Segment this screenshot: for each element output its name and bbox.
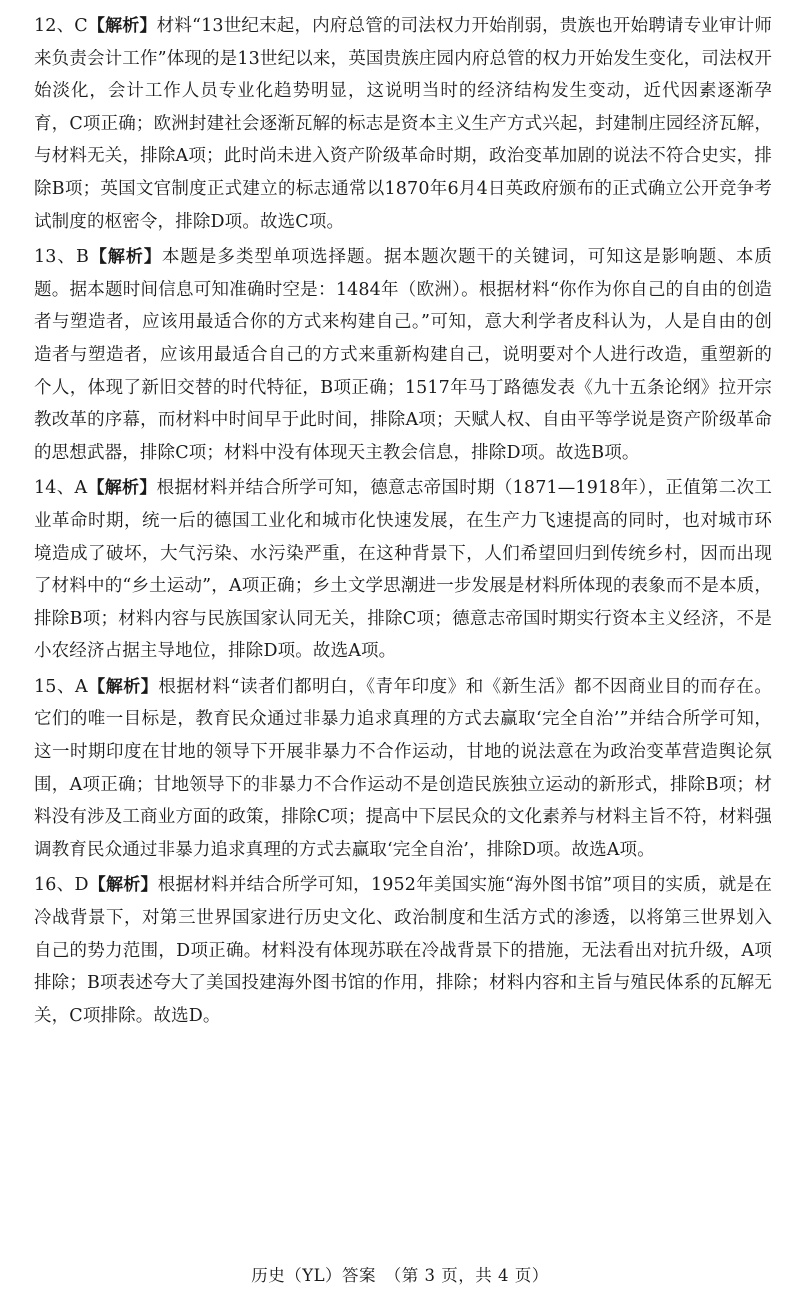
answer-text: 材料“13世纪末起，内府总管的司法权力开始削弱，贵族也开始聘请专业审计师来负责会计工作”体现的是13世纪以来，英国贵族庄园内府总管的权力开始发生变化，司法权开始淡化，会计工作人员专业化趋势明显，这说明当时的经济结构发生变动，近代因素逐渐孕育，C项正确；欧洲封建社会逐渐瓦解的标志是资本主义生产方式兴起，封建制庄园经济瓦解，与材料无关，排除A项；此时尚未进入资产阶级革命时期，政治变革加剧的说法不符合史实，排除B项；英国文官制度正式建立的标志通常以1870年6月4日英政府颁布的正式确立公开竞争考试制度的枢密令，排除D项。故选C项。 bbox=[34, 16, 772, 232]
answer-number: 15、A bbox=[34, 676, 88, 697]
answer-item-13 bbox=[34, 241, 772, 469]
answer-text: 本题是多类型单项选择题。据本题次题干的关键词，可知这是影响题、本质题。据本题时间信息可知准确时空是：1484年（欧洲）。根据材料“你作为你自己的自由的创造者与塑造者，应该用最适合你的方式来构建自己。”可知，意大利学者皮科认为，人是自由的创造者与塑造者，应该用最适合自己的方式来重新构建自己，说明要对个人进行改造，重塑新的个人，体现了新旧交替的时代特征，B项正确；1517年马丁路德发表《九十五条论纲》拉开宗教改革的序幕，而材料中时间早于此时间，排除A项；天赋人权、自由平等学说是资产阶级革命的思想武器，排除C项；材料中没有体现天主教会信息，排除D项。故选B项。 bbox=[34, 247, 772, 463]
answer-text: 根据材料并结合所学可知，1952年美国实施“海外图书馆”项目的实质，就是在冷战背景下，对第三世界国家进行历史文化、政治制度和生活方式的渗透，以将第三世界划入自己的势力范围，D项正确。材料没有体现苏联在冷战背景下的措施，无法看出对抗升级，A项排除；B项表述夸大了美国投建海外图书馆的作用，排除；材料内容和主旨与殖民体系的瓦解无关，C项排除。故选D。 bbox=[34, 875, 772, 1026]
analysis-tag: 【解析】 bbox=[87, 16, 157, 36]
analysis-tag: 【解析】 bbox=[88, 875, 158, 896]
answer-number: 14、A bbox=[34, 478, 88, 499]
answer-text: 根据材料“读者们都明白，《青年印度》和《新生活》都不因商业目的而存在。它们的唯一目标是，教育民众通过非暴力追求真理的方式去赢取‘完全自治’”并结合所学可知，这一时期印度在甘地的领导下开展非暴力不合作运动，甘地的说法意在为政治变革营造舆论氛围，A项正确；甘地领导下的非暴力不合作运动不是创造民族独立运动的新形式，排除B项；材料没有涉及工商业方面的政策，排除C项；提高中下层民众的文化素养与材料主旨不符，材料强调教育民众通过非暴力追求真理的方式去赢取‘完全自治’，排除D项。故选A项。 bbox=[34, 676, 772, 860]
analysis-tag: 【解析】 bbox=[87, 478, 157, 499]
page-footer: 历史（YL）答案 （第 3 页，共 4 页） bbox=[251, 1266, 549, 1285]
answer-item-15 bbox=[34, 671, 772, 867]
answer-page bbox=[34, 10, 772, 1035]
answer-text: 根据材料并结合所学可知，德意志帝国时期（1871—1918年），正值第二次工业革命时期，统一后的德国工业化和城市化快速发展，在生产力飞速提高的同时，也对城市环境造成了破坏，大气污染、水污染严重，在这种背景下，人们希望回归到传统乡村，因而出现了材料中的“乡土运动”，A项正确；乡土文学思潮进一步发展是材料所体现的表象而不是本质，排除B项；材料内容与民族国家认同无关，排除C项；德意志帝国时期实行资本主义经济，不是小农经济占据主导地位，排除D项。故选A项。 bbox=[34, 478, 772, 662]
answer-item-12 bbox=[34, 10, 772, 238]
analysis-tag: 【解析】 bbox=[88, 247, 162, 268]
answer-number: 12、C bbox=[34, 16, 88, 36]
answer-number: 16、D bbox=[34, 875, 89, 896]
answer-number: 13、B bbox=[34, 247, 89, 268]
answer-item-14 bbox=[34, 472, 772, 668]
answer-item-16 bbox=[34, 869, 772, 1032]
analysis-tag: 【解析】 bbox=[87, 676, 159, 697]
